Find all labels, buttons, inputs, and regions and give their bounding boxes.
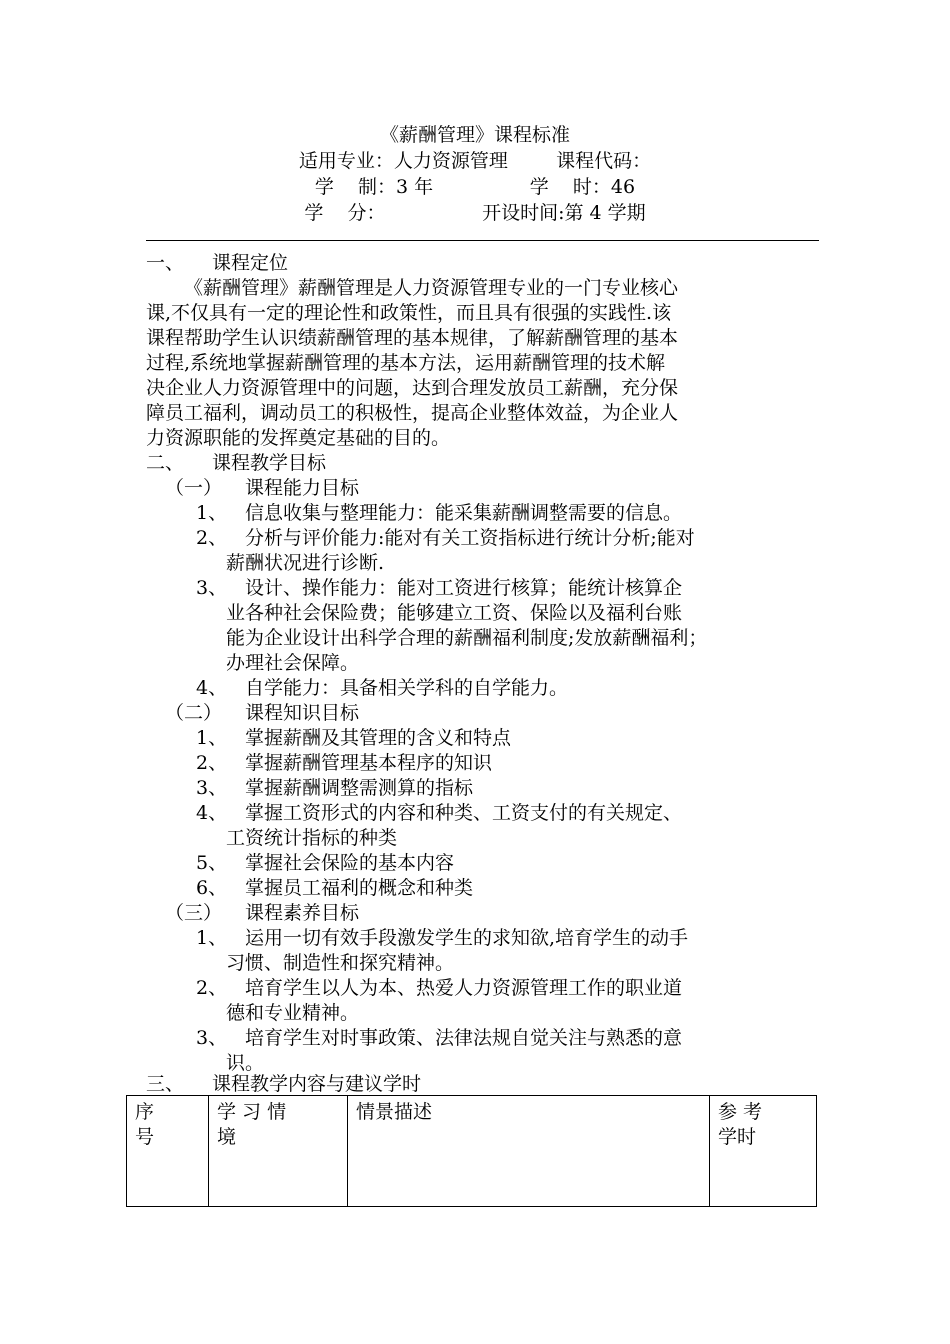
- item-number: 3、: [196, 577, 228, 599]
- duration-hours-line: 学 制：3 年 学 时：46: [314, 176, 636, 198]
- item-text: 掌握薪酬调整需测算的指标: [245, 777, 474, 799]
- subsection-number: （二）: [165, 702, 223, 724]
- item-continuation: 薪酬状况进行诊断.: [226, 552, 385, 574]
- section-number: 二、: [146, 452, 185, 474]
- item-number: 5、: [196, 852, 228, 874]
- item-number: 1、: [196, 502, 228, 524]
- header-divider: [146, 240, 819, 241]
- item-text: 设计、操作能力：能对工资进行核算；能统计核算企: [245, 577, 683, 599]
- header-cell-hours: [710, 1096, 817, 1207]
- paragraph-line: 障员工福利，调动员工的积极性，提高企业整体效益，为企业人: [146, 402, 679, 424]
- subsection-title: 课程能力目标: [245, 477, 360, 499]
- item-continuation: 办理社会保障。: [226, 652, 360, 674]
- section-title: 课程定位: [212, 252, 289, 274]
- header-cell-index: [127, 1096, 209, 1207]
- paragraph-line: 力资源职能的发挥奠定基础的目的。: [146, 427, 451, 449]
- item-text: 掌握薪酬管理基本程序的知识: [245, 752, 493, 774]
- subsection-number: （三）: [165, 902, 223, 924]
- item-text: 掌握员工福利的概念和种类: [245, 877, 474, 899]
- paragraph-line: 课,不仅具有一定的理论性和政策性，而且具有很强的实践性.该: [146, 302, 672, 324]
- header-text: 号: [135, 1126, 155, 1148]
- item-continuation: 业各种社会保险费；能够建立工资、保险以及福利台账: [226, 602, 683, 624]
- item-continuation: 工资统计指标的种类: [226, 827, 398, 849]
- item-text: 信息收集与整理能力：能采集薪酬调整需要的信息。: [245, 502, 683, 524]
- subsection-number: （一）: [165, 477, 223, 499]
- item-number: 1、: [196, 727, 228, 749]
- item-number: 3、: [196, 1027, 228, 1049]
- header-text: 序: [135, 1101, 155, 1123]
- header-text: 参 考: [718, 1101, 763, 1123]
- major-code-line: 适用专业：人力资源管理 课程代码：: [298, 150, 652, 172]
- item-number: 1、: [196, 927, 228, 949]
- item-number: 4、: [196, 802, 228, 824]
- table-header-row: [127, 1096, 817, 1207]
- item-number: 3、: [196, 777, 228, 799]
- item-number: 2、: [196, 527, 228, 549]
- item-number: 2、: [196, 752, 228, 774]
- item-text: 自学能力：具备相关学科的自学能力。: [245, 677, 569, 699]
- item-continuation: 德和专业精神。: [226, 1002, 360, 1024]
- item-continuation: 习惯、制造性和探究精神。: [226, 952, 455, 974]
- section-number: 三、: [146, 1073, 185, 1095]
- item-text: 掌握薪酬及其管理的含义和特点: [245, 727, 512, 749]
- subsection-title: 课程素养目标: [245, 902, 360, 924]
- item-text: 培育学生对时事政策、法律法规自觉关注与熟悉的意: [245, 1027, 683, 1049]
- header-text: 境: [217, 1126, 237, 1148]
- header-cell-situation: [209, 1096, 348, 1207]
- document-title: 《薪酬管理》课程标准: [379, 124, 570, 146]
- item-text: 运用一切有效手段激发学生的求知欲,培育学生的动手: [245, 927, 689, 949]
- header-text: 学时: [718, 1126, 757, 1148]
- paragraph-line: 《薪酬管理》薪酬管理是人力资源管理专业的一门专业核心: [184, 277, 679, 299]
- item-text: 分析与评价能力:能对有关工资指标进行统计分析;能对: [245, 527, 695, 549]
- item-text: 培育学生以人为本、热爱人力资源管理工作的职业道: [245, 977, 683, 999]
- paragraph-line: 过程,系统地掌握薪酬管理的基本方法，运用薪酬管理的技术解: [146, 352, 666, 374]
- paragraph-line: 决企业人力资源管理中的问题，达到合理发放员工薪酬，充分保: [146, 377, 679, 399]
- header-cell-description: [348, 1096, 710, 1207]
- course-content-table: [126, 1095, 817, 1207]
- item-number: 4、: [196, 677, 228, 699]
- section-number: 一、: [146, 252, 185, 274]
- item-number: 2、: [196, 977, 228, 999]
- section-title: 课程教学内容与建议学时: [212, 1073, 422, 1095]
- header-text: 情景描述: [356, 1101, 433, 1123]
- paragraph-line: 课程帮助学生认识绩薪酬管理的基本规律，了解薪酬管理的基本: [146, 327, 679, 349]
- item-text: 掌握社会保险的基本内容: [245, 852, 455, 874]
- item-continuation: 识。: [226, 1052, 265, 1074]
- credit-term-line: 学 分： 开设时间:第 4 学期: [304, 202, 646, 224]
- section-title: 课程教学目标: [212, 452, 327, 474]
- item-number: 6、: [196, 877, 228, 899]
- item-text: 掌握工资形式的内容和种类、工资支付的有关规定、: [245, 802, 683, 824]
- item-continuation: 能为企业设计出科学合理的薪酬福利制度;发放薪酬福利；: [226, 627, 708, 649]
- header-text: 学 习 情: [217, 1101, 287, 1123]
- subsection-title: 课程知识目标: [245, 702, 360, 724]
